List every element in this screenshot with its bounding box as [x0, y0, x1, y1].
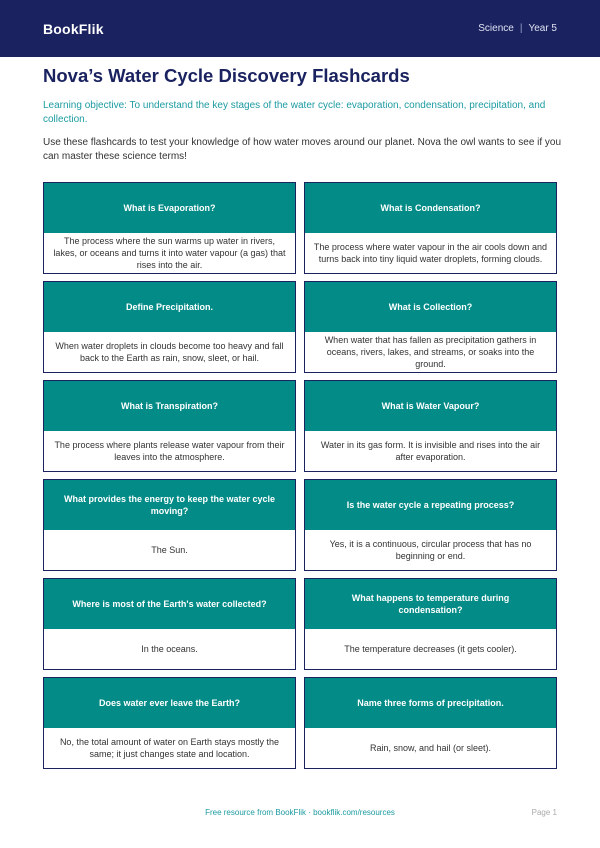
brand-logo-text: BookFlik [43, 20, 104, 37]
flashcard-question: Is the water cycle a repeating process? [305, 480, 556, 530]
flashcard-question: Does water ever leave the Earth? [44, 678, 295, 728]
flashcard-answer: The process where the sun warms up water in rivers, lakes, or oceans and turns it into water vapour (a gas) that rises into the air. [44, 233, 295, 273]
flashcard-question: Define Precipitation. [44, 282, 295, 332]
year-label: Year 5 [528, 23, 557, 34]
header-separator: | [519, 23, 523, 34]
flashcard-answer: When water that has fallen as precipitation gathers in oceans, rivers, lakes, and streams, or soaks into the ground. [305, 332, 556, 372]
intro-text: Use these flashcards to test your knowledge of how water moves around our planet. Nova the owl wants to see if you can master these science terms! [43, 137, 562, 162]
subject-label: Science [478, 23, 514, 34]
flashcard-answer: The temperature decreases (it gets cooler). [305, 629, 556, 669]
flashcard [43, 578, 296, 670]
flashcard-answer: Water in its gas form. It is invisible and rises into the air after evaporation. [305, 431, 556, 471]
flashcard [304, 281, 557, 373]
flashcard-answer: Rain, snow, and hail (or sleet). [305, 728, 556, 768]
header-meta [478, 23, 557, 34]
flashcard-question: What is Condensation? [305, 183, 556, 233]
footer-credit: Free resource from BookFlik · bookflik.com/resources [205, 808, 395, 817]
flashcard-question: What is Water Vapour? [305, 381, 556, 431]
flashcard-grid [43, 182, 557, 769]
flashcard-answer: Yes, it is a continuous, circular process that has no beginning or end. [305, 530, 556, 570]
flashcard [43, 677, 296, 769]
flashcard-answer: The process where plants release water vapour from their leaves into the atmosphere. [44, 431, 295, 471]
flashcard [304, 578, 557, 670]
flashcard-question: What is Evaporation? [44, 183, 295, 233]
flashcard-question: Name three forms of precipitation. [305, 678, 556, 728]
flashcard [43, 281, 296, 373]
page-title: Nova’s Water Cycle Discovery Flashcards [43, 65, 410, 86]
flashcard-question: Where is most of the Earth's water collected? [44, 579, 295, 629]
flashcard [304, 479, 557, 571]
flashcard [43, 479, 296, 571]
flashcard-answer: When water droplets in clouds become too heavy and fall back to the Earth as rain, snow, sleet, or hail. [44, 332, 295, 372]
flashcard-question: What provides the energy to keep the water cycle moving? [44, 480, 295, 530]
flashcard-question: What is Transpiration? [44, 381, 295, 431]
flashcard [304, 380, 557, 472]
flashcard-answer: In the oceans. [44, 629, 295, 669]
flashcard-question: What happens to temperature during condensation? [305, 579, 556, 629]
learning-objective: Learning objective: To understand the key stages of the water cycle: evaporation, condensation, precipitation, and collection. [43, 100, 546, 125]
flashcard-answer: No, the total amount of water on Earth stays mostly the same; it just changes state and location. [44, 728, 295, 768]
flashcard [304, 677, 557, 769]
flashcard-answer: The Sun. [44, 530, 295, 570]
flashcard-question: What is Collection? [305, 282, 556, 332]
flashcard [304, 182, 557, 274]
flashcard [43, 380, 296, 472]
flashcard [43, 182, 296, 274]
flashcard-answer: The process where water vapour in the air cools down and turns back into tiny liquid water droplets, forming clouds. [305, 233, 556, 273]
page-number: Page 1 [531, 808, 557, 817]
page-header [0, 0, 600, 57]
